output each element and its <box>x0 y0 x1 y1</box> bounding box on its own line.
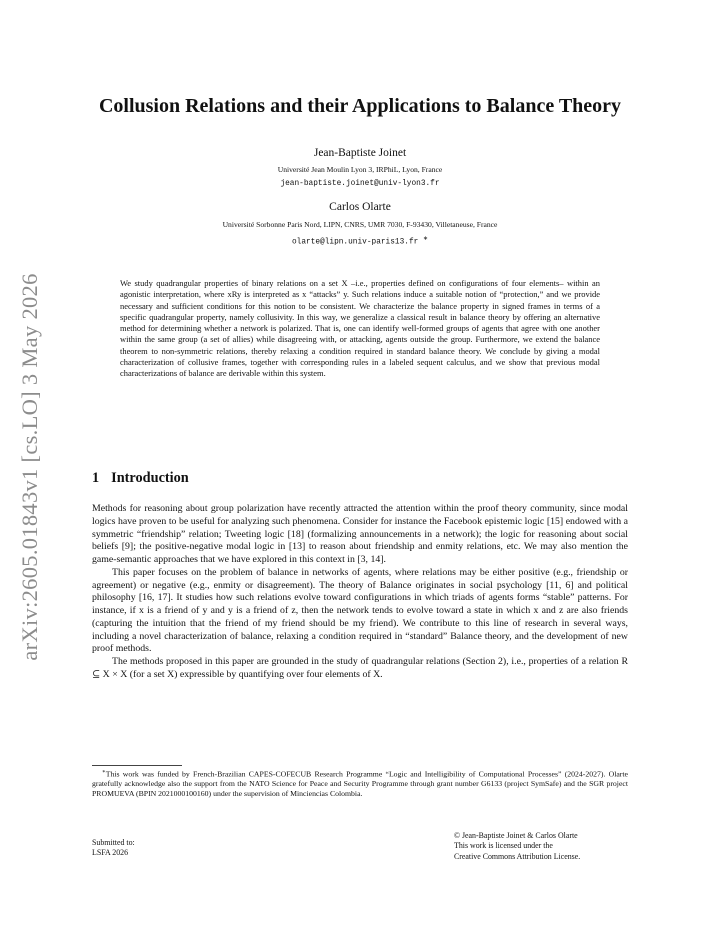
section-number: 1 <box>92 470 100 486</box>
arxiv-id: arXiv:2605.01843v1 [cs.LO] 3 May 2026 <box>17 273 42 661</box>
copyright-line: © Jean-Baptiste Joinet & Carlos Olarte <box>454 831 578 840</box>
license-line-1: This work is licensed under the <box>454 841 553 851</box>
paragraph-1: Methods for reasoning about group polarization have recently attracted the attention within the proof theory community, since modal logics have proven to be useful for analyzing such phenomena. Consider for instance the Facebook epistemic logic [15] endowed with a symmetric “friendship” relation; Tweeting logic [18] (formalizing announcements in a network); the logic for reasoning about social beliefs [9]; the positive-negative modal logic in [13] to reason about friendship and enmity relations, etc. We may also mention the game-semantic approaches that we have explored in this context in [3, 14]. <box>92 503 628 565</box>
author-name-1: Jean-Baptiste Joinet <box>313 147 407 159</box>
author-email-2: olarte@lipn.univ-paris13.fr <box>291 238 419 247</box>
author-name-2: Carlos Olarte <box>329 201 391 213</box>
author-email-2-line <box>0 235 720 247</box>
body-text <box>92 503 628 682</box>
author-affiliation-2: Université Sorbonne Paris Nord, LIPN, CNRS, UMR 7030, F-93430, Villetaneuse, France <box>222 220 498 229</box>
license-block <box>454 831 580 862</box>
author-affiliation-1: Université Jean Moulin Lyon 3, IRPhiL, Lyon, France <box>277 165 443 174</box>
footnote <box>92 768 628 799</box>
paragraph-2: This paper focuses on the problem of balance in networks of agents, where relations may be either positive (e.g., friendship or agreement) or negative (e.g., enmity or disagreement). The theory of Balance originates in social psychology [11, 6] and political philosophy [16, 17]. It studies how such relations evolve toward configurations in which triads of agents forms “stable” patterns. For instance, if x is a friend of y and y is a friend of z, then the network tends to evolve toward a state in which x and z are also friends (capturing the intuition that the friend of my friend should be my friend). We contribute to this line of research in several ways, including a novel characterization of balance, relaxing a condition required in “standard” Balance theory, and the development of new proof methods. <box>92 566 628 655</box>
footnote-mark: ∗ <box>423 236 429 242</box>
section-title: Introduction <box>111 470 189 486</box>
paper-title: Collusion Relations and their Applications to Balance Theory <box>98 95 622 117</box>
arxiv-sidebar-stamp <box>11 262 49 672</box>
submitted-venue: LSFA 2026 <box>92 848 129 858</box>
section-heading <box>92 470 189 487</box>
submitted-block <box>92 838 135 859</box>
author-email-1: jean-baptiste.joinet@univ-lyon3.fr <box>280 180 440 188</box>
submitted-label: Submitted to: <box>92 838 135 847</box>
footnote-mark-ref: ∗ <box>102 769 106 775</box>
paragraph-3: The methods proposed in this paper are grounded in the study of quadrangular relations (Section 2), i.e., properties of a relation R ⊆ X × X (for a set X) expressible by quantifying over four elements of X. <box>92 656 628 680</box>
abstract: We study quadrangular properties of binary relations on a set X –i.e., properties defined on configurations of four elements– within an agonistic interpretation, where xRy is interpreted as x “attacks” y. Such relations induce a suitable notion of “protection,” and we provide necessary and sufficient conditions for this notion to be consistent. We characterize the balance property in signed frames in terms of a specific quadrangular property, namely collusivity. In this way, we generalize a classical result in balance theory by offering an alternative method for determining whether a network is polarized. That is, one can identify well-formed groups of agents that agree with one another within the same group (a set of allies) while disagreeing with, or attacking, agents outside the group. Furthermore, we extend the balance theorem to non-symmetric relations, thereby relaxing a condition required in standard balance theory. We conclude by giving a modal characterization of collusive frames, together with corresponding rules in a labeled sequent calculus, and we show that previous modal characterizations of balance are derivable within this system. <box>120 278 600 378</box>
license-line-2: Creative Commons Attribution License. <box>454 851 581 861</box>
footnote-text: This work was funded by French-Brazilian CAPES-COFECUB Research Programme “Logic and Intelligibility of Computational Processes” (2024-2027). Olarte gratefully acknowledge also the support from the NATO Science for Peace and Security Programme through grant number G6133 (project SymSafe) and the SGR project PROMUEVA (BPIN 2021000100160) under the supervision of Minciencias Colombia. <box>92 769 628 799</box>
footnote-rule <box>92 765 182 766</box>
